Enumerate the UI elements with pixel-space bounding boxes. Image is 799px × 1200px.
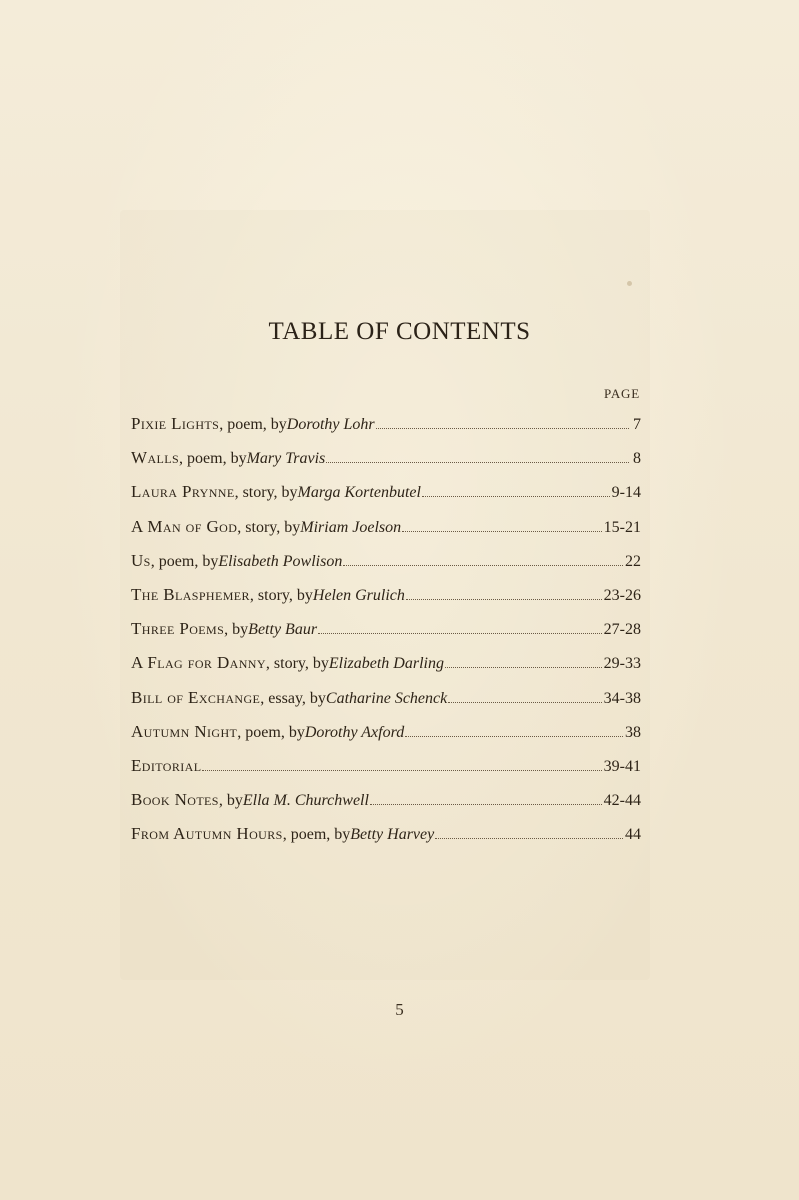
entry-author: Catharine Schenck — [325, 689, 448, 707]
entry-description: , poem, by — [219, 416, 287, 433]
entry-pages: 44 — [625, 826, 641, 844]
entry-description: , essay, by — [260, 689, 326, 707]
entry-description: , story, by — [265, 655, 329, 673]
entry-author: Ella M. Churchwell — [242, 792, 369, 810]
contents-entry — [131, 585, 641, 619]
contents-entry — [131, 653, 641, 687]
entry-title: Walls — [131, 448, 180, 468]
contents-entry — [131, 551, 641, 585]
entry-description: , story, by — [237, 518, 301, 536]
contents-entry — [131, 619, 641, 653]
dot-leader — [448, 702, 601, 703]
page-title: TABLE OF CONTENTS — [268, 318, 531, 345]
entry-title: Autumn Night — [131, 721, 238, 741]
entry-description: , poem, by — [237, 723, 305, 741]
entry-description: , story, by — [234, 484, 298, 502]
contents-entry — [131, 756, 641, 790]
dot-leader — [405, 736, 623, 737]
entry-description: , by — [218, 792, 243, 810]
dot-leader — [435, 838, 623, 839]
dot-leader — [202, 770, 601, 771]
contents-entry — [131, 688, 641, 722]
dot-leader — [422, 496, 610, 497]
entry-description: , poem, by — [150, 552, 219, 570]
entry-pages: 27-28 — [603, 621, 641, 639]
entry-title: Book Notes — [131, 790, 219, 810]
entry-pages: 29-33 — [603, 655, 641, 673]
dot-leader — [445, 667, 602, 668]
entry-pages: 9-14 — [611, 484, 641, 502]
dot-leader — [402, 531, 602, 532]
entry-title: Us — [131, 550, 151, 570]
entry-author: Miriam Joelson — [300, 518, 402, 536]
entry-author: Betty Harvey — [350, 826, 435, 844]
entry-author: Marga Kortenbutel — [297, 484, 421, 502]
entry-pages: 8 — [633, 450, 641, 468]
entry-pages: 15-21 — [603, 518, 641, 536]
contents-entry — [131, 722, 641, 756]
dot-leader — [318, 633, 602, 634]
entry-title: Bill of Exchange — [131, 687, 261, 707]
entry-author: Dorothy Axford — [304, 723, 405, 741]
entry-author: Betty Baur — [248, 621, 318, 639]
contents-entry — [131, 790, 641, 824]
dot-leader — [343, 565, 623, 566]
entry-pages: 23-26 — [603, 586, 641, 604]
entry-title: Editorial — [131, 755, 202, 775]
contents-entry — [131, 482, 641, 516]
entry-description: , poem, by — [179, 450, 247, 468]
entry-title: Pixie Lights — [131, 414, 220, 433]
entry-pages: 39-41 — [603, 757, 641, 775]
paper-speck — [627, 281, 632, 286]
contents-entry — [131, 448, 641, 482]
entry-pages: 34-38 — [603, 689, 641, 707]
page-number: 5 — [395, 1000, 404, 1019]
entry-title: Three Poems — [131, 619, 225, 639]
entry-description: , poem, by — [282, 826, 351, 844]
entry-author: Mary Travis — [246, 450, 326, 468]
dot-leader — [406, 599, 602, 600]
contents-list — [131, 414, 641, 858]
entry-title: Laura Prynne — [131, 482, 235, 502]
entry-description: , by — [224, 621, 249, 639]
contents-entry — [131, 414, 641, 448]
entry-pages: 42-44 — [603, 792, 641, 810]
entry-title: A Flag for Danny — [131, 653, 266, 673]
page-column-label: PAGE — [604, 386, 640, 401]
entry-author: Elizabeth Darling — [328, 655, 444, 673]
dot-leader — [326, 462, 629, 463]
dot-leader — [376, 428, 629, 429]
entry-title: A Man of God — [131, 516, 238, 536]
entry-title: The Blasphemer — [131, 584, 250, 604]
entry-author: Dorothy Lohr — [286, 416, 375, 433]
entry-title: From Autumn Hours — [131, 824, 283, 844]
entry-description: , story, by — [249, 586, 313, 604]
dot-leader — [370, 804, 602, 805]
contents-entry — [131, 517, 641, 551]
contents-entry — [131, 824, 641, 858]
entry-pages: 38 — [625, 723, 641, 741]
entry-author: Elisabeth Powlison — [218, 552, 343, 570]
entry-pages: 22 — [625, 552, 641, 570]
entry-author: Helen Grulich — [312, 586, 405, 604]
entry-pages: 7 — [633, 416, 641, 433]
